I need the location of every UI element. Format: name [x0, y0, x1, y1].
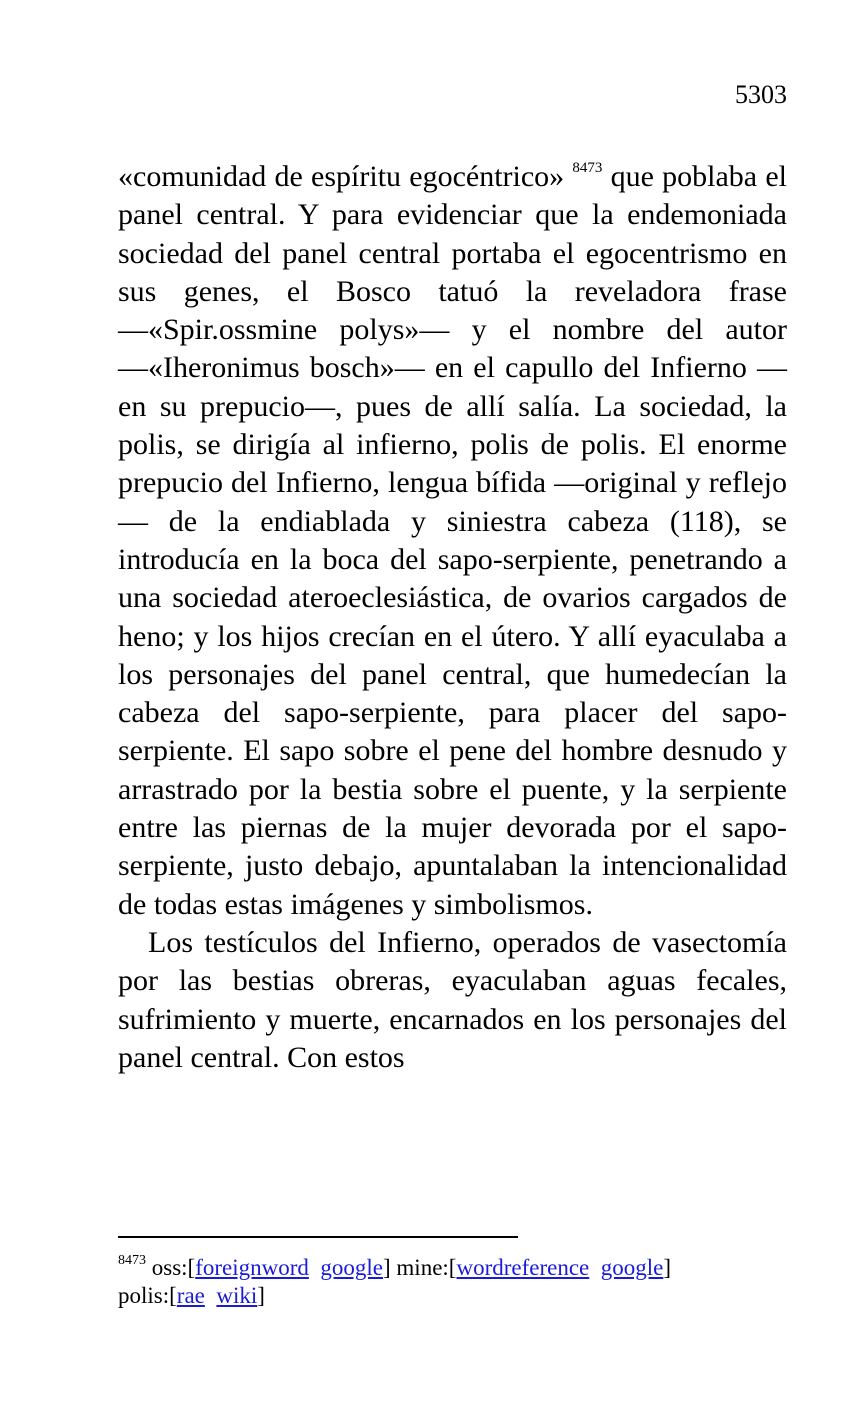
paragraph-2: Los testículos del Infierno, operados de vasectomía por las bestias obreras, eyaculaban aguas fecales, sufrimiento y muerte, encarnados en los personajes del panel central. Con estos — [118, 925, 787, 1074]
footnote — [118, 1254, 787, 1310]
footnote-reference: 8473 — [572, 160, 603, 176]
link-oss-foreignword[interactable]: foreignword — [195, 1255, 309, 1280]
polis-label: polis:[ — [118, 1283, 177, 1308]
link-polis-wiki[interactable]: wiki — [216, 1283, 258, 1308]
footnote-number: 8473 — [118, 1253, 146, 1268]
footnote-line-1 — [118, 1254, 787, 1282]
link-mine-wordreference[interactable]: wordreference — [456, 1255, 590, 1280]
link-oss-google[interactable]: google — [320, 1255, 383, 1280]
paragraph-1 — [118, 158, 787, 924]
page-number: 5303 — [735, 80, 787, 109]
polis-close-bracket: ] — [257, 1283, 265, 1308]
link-mine-google[interactable]: google — [600, 1255, 664, 1280]
footnote-divider — [118, 1236, 518, 1238]
mine-close-bracket: ] — [663, 1255, 672, 1280]
oss-label: oss:[ — [146, 1255, 196, 1280]
paragraph-1-lead: «comunidad de espíritu egocéntrico» — [118, 160, 573, 193]
body-text — [118, 158, 787, 1077]
paragraph-1-rest: que poblaba el panel central. Y para evidenciar que la endemoniada sociedad del panel central portaba el egocentrismo en sus genes, el Bosco tatuó la reveladora frase —«Spir.ossmine polys»— y el nombre del autor —«Iheronimus bosch»— en el capullo del Infierno —en su prepucio—, pues de allí salía. La sociedad, la polis, se dirigía al infierno, polis de polis. El enorme prepucio del Infierno, lengua bífida —original y reflejo— de la endiablada y siniestra cabeza (118), se introducía en la boca del sapo-serpiente, penetrando a una sociedad ateroeclesiástica, de ovarios cargados de heno; y los hijos crecían en el útero. Y allí eyaculaba a los personajes del panel central, que humedecían la cabeza del sapo-serpiente, para placer del sapo-serpiente. El sapo sobre el pene del hombre desnudo y arrastrado por la bestia sobre el puente, y la serpiente entre las piernas de la mujer devorada por el sapo-serpiente, justo debajo, apuntalaban la intencionalidad de todas estas imágenes y simbolismos. — [118, 160, 787, 921]
link-polis-rae[interactable]: rae — [176, 1283, 205, 1308]
mine-label: ] mine:[ — [383, 1255, 457, 1280]
footnote-line-2 — [118, 1282, 787, 1310]
